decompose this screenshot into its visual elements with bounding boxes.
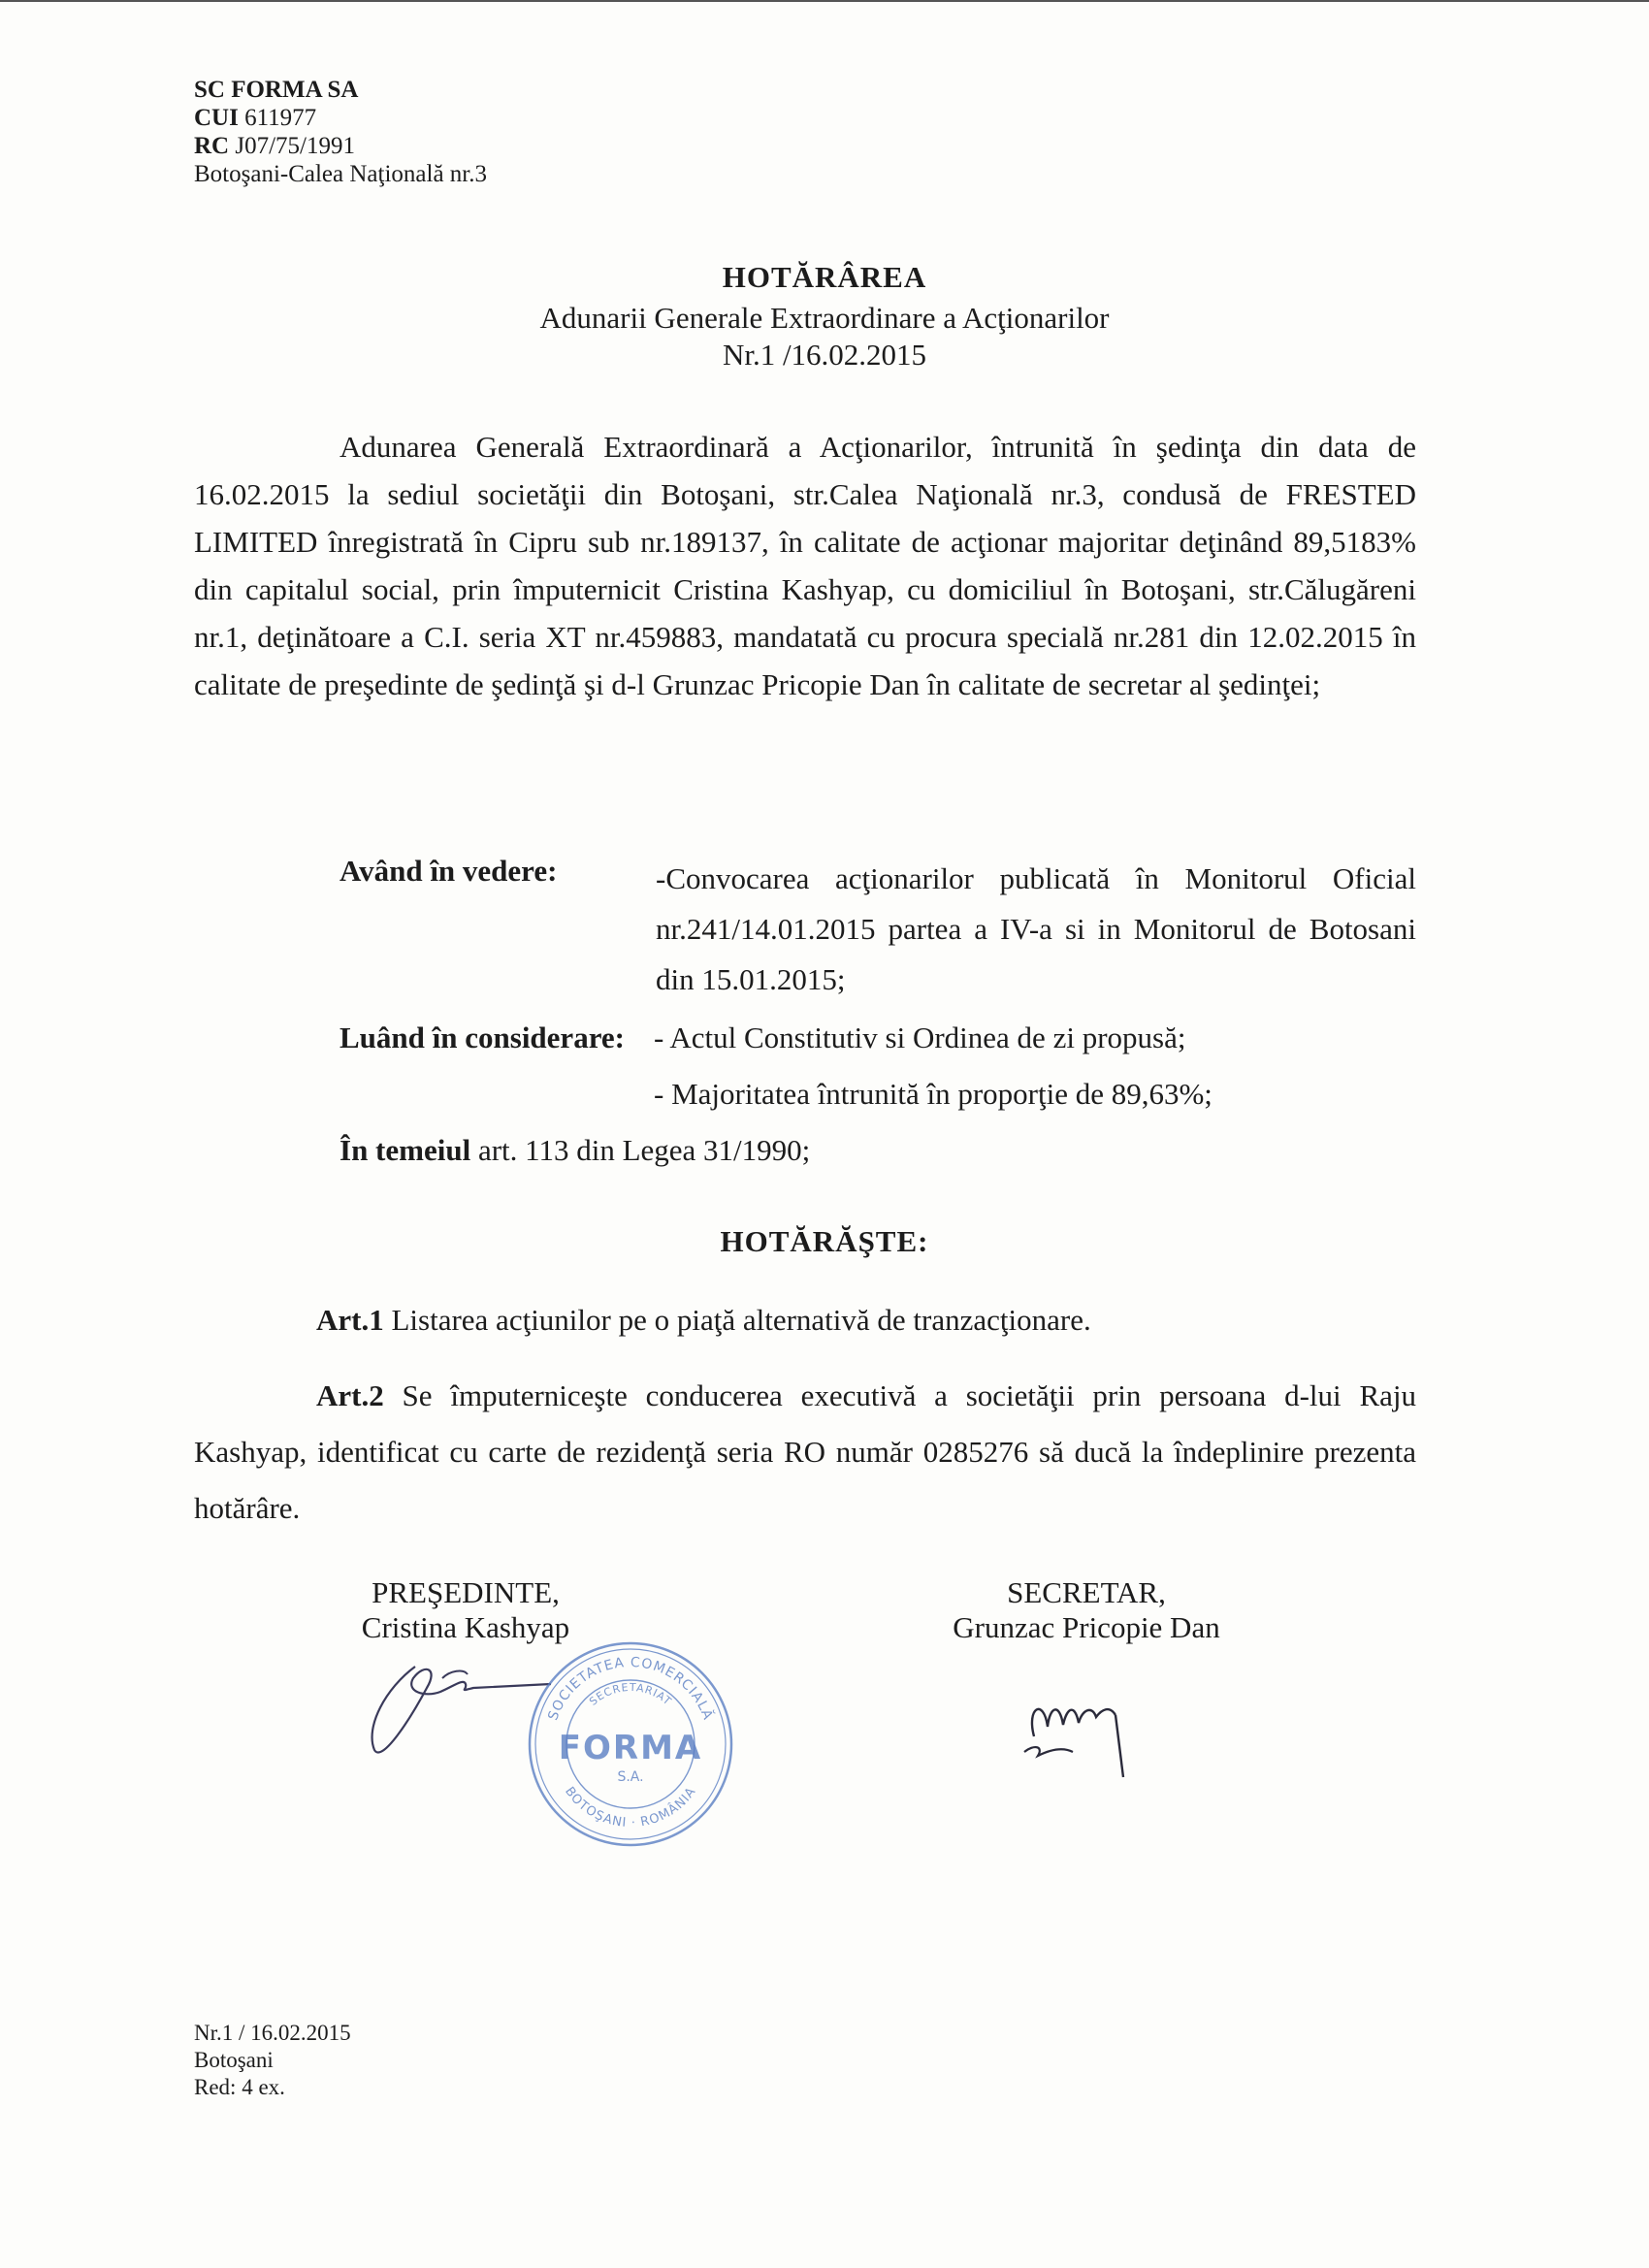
company-cui: CUI 611977 [194, 105, 317, 131]
luand-label: Luând în considerare: [340, 1021, 625, 1054]
svg-text:SECRETARIAT [587, 1681, 674, 1708]
decides-heading: HOTĂRĂŞTE: [720, 1224, 929, 1258]
president-title: PREŞEDINTE, [372, 1575, 560, 1609]
president-block [291, 1575, 640, 1645]
stamp-sub: S.A. [617, 1769, 644, 1785]
top-border [0, 0, 1649, 2]
company-stamp [524, 1637, 737, 1851]
article-2: Art.2 Se împuterniceşte conducerea executivă a societăţii prin persoana d-lui Raju Kashyap, identificat cu carte de rezidenţă seria RO număr 0285276 să ducă la îndeplinire prezenta hotărâre. [194, 1378, 1417, 1525]
secretary-signature [1015, 1688, 1141, 1785]
avand-label: Având în vedere: [340, 854, 558, 888]
stamp-inner-text: SECRETARIAT [587, 1680, 674, 1708]
footer-red: Red: 4 ex. [194, 2075, 285, 2099]
president-name: Cristina Kashyap [361, 1610, 570, 1644]
footer [194, 2020, 351, 2101]
stamp-center: FORMA [558, 1729, 703, 1767]
secretary-title: SECRETAR, [1007, 1575, 1166, 1609]
company-name: SC FORMA SA [194, 77, 359, 103]
company-address: Botoşani-Calea Naţională nr.3 [194, 161, 488, 187]
secretary-name: Grunzac Pricopie Dan [953, 1610, 1220, 1644]
stamp-top-text: SOCIETATEA COMERCIALĂ [545, 1654, 716, 1723]
company-header [194, 76, 487, 188]
footer-city: Botoşani [194, 2048, 274, 2072]
document-title: HOTĂRÂREA [722, 260, 927, 294]
luand-item-2: - Majoritatea întrunită în proporţie de 89,63%; [654, 1077, 1212, 1111]
temeiul-line: În temeiul art. 113 din Legea 31/1990; [340, 1133, 811, 1167]
document-subtitle: Adunarii Generale Extraordinare a Acţionarilor [539, 301, 1110, 335]
stamp-bottom-text: BOTOŞANI · ROMÂNIA [562, 1784, 699, 1831]
document-number: Nr.1 /16.02.2015 [722, 338, 927, 372]
avand-text: -Convocarea acţionarilor publicată în Monitorul Oficial nr.241/14.01.2015 partea a IV-a si in Monitorul de Botosani din 15.01.2015; [656, 861, 1416, 996]
footer-number: Nr.1 / 16.02.2015 [194, 2021, 351, 2045]
svg-text:BOTOŞANI · ROMÂNIA [562, 1785, 699, 1831]
company-rc: RC J07/75/1991 [194, 133, 355, 159]
secretary-block [873, 1575, 1300, 1645]
article-1: Art.1 Listarea acţiunilor pe o piaţă alternativă de tranzacţionare. [316, 1303, 1091, 1337]
luand-item-1: - Actul Constitutiv si Ordinea de zi propusă; [654, 1021, 1186, 1054]
intro-paragraph: Adunarea Generală Extraordinară a Acţionarilor, întrunită în şedinţa din data de 16.02.2015 la sediul societăţii din Botoşani, str.Calea Naţională nr.3, condusă de FRESTED LIMITED înregistrată în Cipru sub nr.189137, în calitate de acţionar majoritar deţinând 89,5183% din capitalul social, prin împuternicit Cristina Kashyap, cu domiciliul în Botoşani, str.Călugăreni nr.1, deţinătoare a C.I. seria XT nr.459883, mandatată cu procura specială nr.281 din 12.02.2015 în calitate de preşedinte de şedinţă şi d-l Grunzac Pricopie Dan în calitate de secretar al şedinţei; [194, 430, 1416, 701]
